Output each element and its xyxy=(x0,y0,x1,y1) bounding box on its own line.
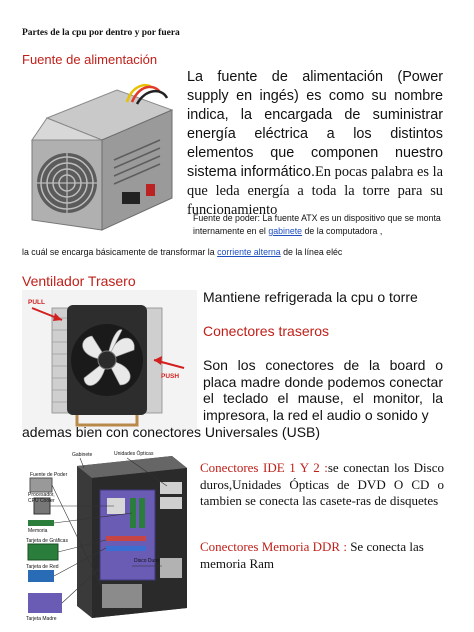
psu-note2-text: la cuál se encarga básicamente de transformar la xyxy=(22,247,218,257)
psu-note xyxy=(193,212,443,238)
fan-description: Mantiene refrigerada la cpu o torre xyxy=(203,289,418,305)
ddr-connectors-title: Conectores Memoria DDR : xyxy=(200,539,347,554)
rear-fan-image xyxy=(22,290,197,430)
fan-label-pull: PULL xyxy=(28,299,45,306)
ddr-connectors-paragraph xyxy=(200,538,444,572)
case-label-tarjeta-graficas: Tarjeta de Gráficas xyxy=(26,538,68,544)
psu-description-main: La fuente de alimentación (Power supply en ingés) es como su nombre indica, la encargada de suministrar energía eléctrica a los distintos elementos que componen nuestro sistema informático. xyxy=(187,69,443,180)
corriente-alterna-link[interactable]: corriente alterna xyxy=(217,247,281,257)
rear-connectors-title: Conectores traseros xyxy=(203,323,330,339)
case-label-unidades: Unidades Ópticas xyxy=(114,451,154,457)
ide-connectors-text: se conectan los Disco duros,Unidades Ópticas de DVD O CD o tambien se conecta las casete-ras de disquetes xyxy=(200,460,444,508)
fan-label-push: PUSH xyxy=(161,373,180,380)
rear-connectors-description-end: ademas bien con conectores Universales (USB) xyxy=(22,424,321,440)
psu-description-tail: En pocas palabra es la que leda energía a toda la torre para su funcionamiento xyxy=(187,164,443,218)
pc-case-diagram-image xyxy=(22,448,194,623)
case-label-fuente: Fuente de Poder xyxy=(30,472,68,478)
gabinete-link[interactable]: gabinete xyxy=(268,226,303,236)
psu-description xyxy=(187,68,443,220)
fan-section-title: Ventilador Trasero xyxy=(22,273,136,289)
ide-connectors-paragraph xyxy=(200,460,444,510)
case-label-procesador: Procesador, xyxy=(28,492,55,498)
case-label-tarjeta-red: Tarjeta de Red xyxy=(26,564,59,570)
psu-note-text-mid: de la computadora , xyxy=(302,226,383,236)
power-supply-image xyxy=(22,80,177,240)
document-heading: Partes de la cpu por dentro y por fuera xyxy=(22,28,180,38)
case-label-cooler: CPU Cooler xyxy=(28,498,55,504)
psu-note2-text-end: de la línea eléc xyxy=(280,247,343,257)
psu-note-text: Fuente de poder: La fuente ATX es un dispositivo que se monta internamente en el xyxy=(193,213,441,236)
case-label-disco: Disco Duro xyxy=(134,558,159,564)
psu-section-title: Fuente de alimentación xyxy=(22,52,158,67)
ddr-connectors-text: Se conecta las memoria Ram xyxy=(200,539,424,571)
ide-connectors-title: Conectores IDE 1 Y 2 : xyxy=(200,460,328,475)
psu-note-continued xyxy=(22,247,462,257)
rear-connectors-description: Son los conectores de la board o placa madre donde podemos conectar el teclado el mause, el monitor, la impresora, la red el audio o sonido y xyxy=(203,357,443,423)
case-label-tarjeta-madre: Tarjeta Madre xyxy=(26,616,57,622)
case-label-gabinete: Gabinete xyxy=(72,452,93,458)
case-label-memoria: Memoria xyxy=(28,528,48,534)
